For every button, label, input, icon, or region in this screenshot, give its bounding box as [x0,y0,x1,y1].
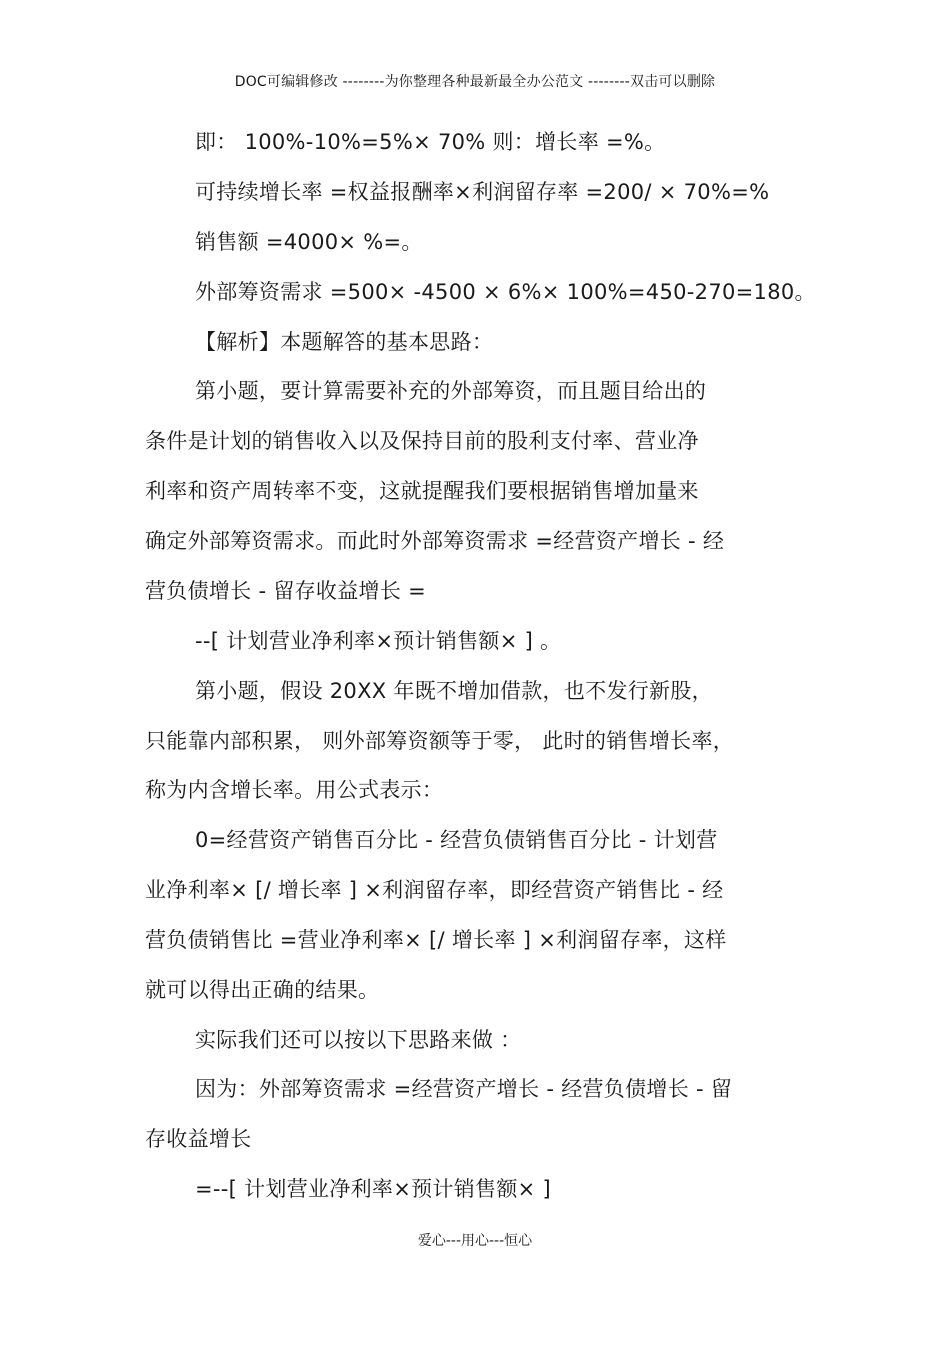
page-header: DOC可编辑修改 --------为你整理各种最新最全办公范文 --------双击可以删除 [234,74,716,90]
text-line: 利率和资产周转率不变，这就提醒我们要根据销售增加量来 [145,479,699,503]
text-line: 营负债增长 - 留存收益增长 = [145,579,426,603]
text-line: 因为：外部筹资需求 =经营资产增长 - 经营负债增长 - 留 [195,1077,733,1101]
text-line: 称为内含增长率。用公式表示： [145,778,444,802]
text-line: 就可以得出正确的结果。 [145,978,380,1002]
text-line: 可持续增长率 =权益报酬率×利润留存率 =200/ × 70%=% [195,180,770,204]
text-line: 条件是计划的销售收入以及保持目前的股利支付率、营业净 [145,429,699,453]
text-line: =--[ 计划营业净利率×预计销售额× ] [195,1177,551,1201]
text-line: 确定外部筹资需求。而此时外部筹资需求 =经营资产增长 - 经 [145,529,725,553]
text-line: 实际我们还可以按以下思路来做 ： [195,1028,522,1052]
text-line: 销售额 =4000× %=。 [195,230,423,254]
text-line: 存收益增长 [145,1127,252,1151]
text-line: --[ 计划营业净利率×预计销售额× ] 。 [195,629,562,653]
text-line: 0=经营资产销售百分比 - 经营负债销售百分比 - 计划营 [195,828,718,852]
page-footer: 爱心---用心---恒心 [417,1233,533,1249]
text-line: 营负债销售比 =营业净利率× [/ 增长率 ] ×利润留存率，这样 [145,928,727,952]
text-line: 外部筹资需求 =500× -4500 × 6%× 100%=450-270=180。 [195,280,816,304]
text-line: 【解析】本题解答的基本思路： [195,330,494,354]
text-line: 第小题，要计算需要补充的外部筹资，而且题目给出的 [195,379,707,403]
text-line: 第小题，假设 20XX 年既不增加借款，也不发行新股， [195,679,713,703]
text-line: 即： 100%-10%=5%× 70% 则：增长率 =%。 [195,130,666,154]
text-line: 业净利率× [/ 增长率 ] ×利润留存率，即经营资产销售比 - 经 [145,878,724,902]
text-line: 只能靠内部积累， 则外部筹资额等于零， 此时的销售增长率， [145,729,735,753]
